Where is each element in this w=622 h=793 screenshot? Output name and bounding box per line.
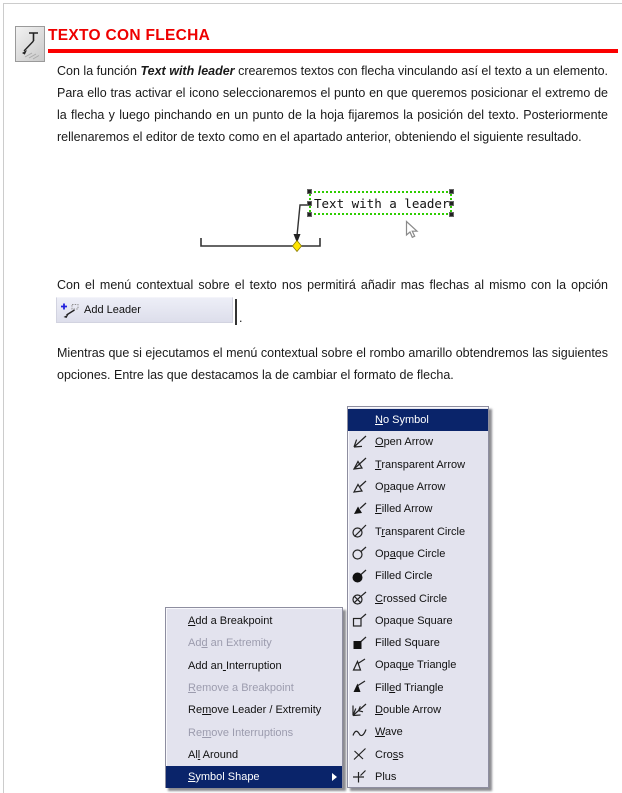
menu-item-all-around[interactable] — [166, 744, 342, 766]
menu-item-label: Transparent Circle — [375, 525, 466, 538]
menu-item-remove-interruptions[interactable] — [166, 721, 342, 743]
anchor-diamond — [293, 241, 302, 252]
menu-item-filled-arrow[interactable] — [348, 498, 488, 520]
menu-item-label: Remove a Breakpoint — [188, 682, 294, 695]
menu-item-add-an-extremity[interactable] — [166, 632, 342, 654]
menu-item-opaque-arrow[interactable] — [348, 476, 488, 498]
context-menu — [165, 607, 343, 788]
text-caret — [235, 299, 237, 325]
add-leader-label: Add Leader — [84, 304, 141, 316]
selection-handle[interactable] — [449, 189, 454, 194]
filled-square-icon — [351, 635, 371, 652]
menu-item-label: Symbol Shape — [188, 771, 260, 784]
menu-item-no-symbol[interactable] — [348, 409, 488, 431]
mouse-pointer-icon — [407, 222, 418, 238]
menu-item-double-arrow[interactable] — [348, 699, 488, 721]
selection-handle[interactable] — [307, 189, 312, 194]
menu-item-label: Wave — [375, 726, 403, 739]
selection-handle[interactable] — [449, 201, 454, 206]
menu-item-label: Filled Triangle — [375, 681, 444, 694]
menu-item-transparent-circle[interactable] — [348, 520, 488, 542]
menu-item-label: Filled Circle — [375, 570, 433, 583]
crossed-circle-icon — [351, 590, 371, 607]
menu-item-plus[interactable] — [348, 766, 488, 788]
plus-icon — [351, 768, 371, 785]
sentence-period: . — [239, 311, 243, 325]
page-top-edge — [3, 3, 622, 4]
leader-text-box[interactable] — [309, 191, 452, 215]
menu-item-opaque-circle[interactable] — [348, 543, 488, 565]
menu-item-remove-a-breakpoint[interactable] — [166, 677, 342, 699]
menu-item-add-a-breakpoint[interactable] — [166, 610, 342, 632]
menu-item-label: All Around — [188, 748, 239, 761]
filled-arrow-icon — [351, 501, 371, 518]
menu-item-opaque-triangle[interactable] — [348, 654, 488, 676]
symbol-shape-submenu — [347, 406, 489, 788]
menu-item-cross[interactable] — [348, 743, 488, 765]
blank-icon — [351, 412, 371, 429]
intro-keyword: Text with leader — [140, 64, 235, 78]
filled-triangle-icon — [351, 679, 371, 696]
menu-item-label: Add an Interruption — [188, 659, 282, 672]
menu-item-open-arrow[interactable] — [348, 431, 488, 453]
menu-item-crossed-circle[interactable] — [348, 587, 488, 609]
dimension-line — [201, 238, 320, 246]
paragraph-symbol-options: Mientras que si ejecutamos el menú contextual sobre el rombo amarillo obtendremos las siguientes opciones. Entre las que destacamos la de cambiar el formato de flecha. — [57, 346, 608, 382]
menu-item-label: Double Arrow — [375, 704, 442, 716]
menu-item-transparent-arrow[interactable] — [348, 454, 488, 476]
selection-handle[interactable] — [449, 212, 454, 217]
page-left-edge — [3, 3, 4, 793]
menu-item-filled-circle[interactable] — [348, 565, 488, 587]
menu-item-symbol-shape[interactable] — [166, 766, 342, 788]
add-leader-icon — [60, 302, 80, 318]
menu-item-filled-square[interactable] — [348, 632, 488, 654]
menu-item-label: Filled Square — [375, 637, 440, 650]
menu-item-label: No Symbol — [375, 414, 429, 427]
submenu-arrow-icon — [332, 773, 337, 781]
transparent-circle-icon — [351, 523, 371, 540]
open-arrow-icon — [351, 434, 371, 451]
menu-item-add-an-interruption[interactable] — [166, 655, 342, 677]
menu-item-wave[interactable] — [348, 721, 488, 743]
menu-item-label: Open Arrow — [375, 436, 434, 449]
title-underline — [48, 49, 618, 53]
filled-circle-icon — [351, 568, 371, 585]
selection-handle[interactable] — [307, 201, 312, 206]
wave-icon — [351, 724, 371, 741]
menu-item-label: Opaque Triangle — [375, 659, 457, 672]
menu-item-label: Plus — [375, 770, 397, 783]
menu-item-label: Remove Leader / Extremity — [188, 704, 322, 717]
selection-handle[interactable] — [307, 212, 312, 217]
opaque-square-icon — [351, 612, 371, 629]
menu-item-label: Opaque Square — [375, 614, 453, 627]
menu-item-opaque-square[interactable] — [348, 610, 488, 632]
double-arrow-icon — [351, 702, 371, 719]
menu-item-label: Crossed Circle — [375, 592, 448, 605]
opaque-arrow-icon — [351, 479, 371, 496]
menu-item-label: Add an Extremity — [188, 637, 272, 650]
intro-text-after: crearemos textos con flecha vinculando así el texto a un elemento. Para ello tras activar el icono seleccionaremos el punto en que queremos posicionar el extremo de la flecha y luego pinchando en un punto de la hoja fijaremos la posición del texto. Posteriormente rellenaremos el editor de texto como en el apartado anterior, obteniendo el siguiente resultado. — [57, 64, 609, 144]
menu-item-label: Cross — [375, 748, 404, 761]
intro-text-before: Con la función — [57, 64, 141, 78]
leader-example-figure — [188, 183, 508, 275]
page-title: TEXTO CON FLECHA — [48, 27, 211, 44]
menu-item-remove-leader-extremity[interactable] — [166, 699, 342, 721]
menu-item-label: Opaque Arrow — [375, 481, 446, 494]
opaque-circle-icon — [351, 545, 371, 562]
paragraph-context-menu: Con el menú contextual sobre el texto nos permitirá añadir mas flechas al mismo con la opción — [57, 278, 608, 292]
menu-item-label: Add a Breakpoint — [188, 615, 273, 628]
menu-item-label: Remove Interruptions — [188, 726, 294, 739]
leader-text: Text with a leader — [314, 195, 450, 211]
menu-item-label: Transparent Arrow — [375, 458, 466, 471]
menu-item-filled-triangle[interactable] — [348, 677, 488, 699]
cross-icon — [351, 746, 371, 763]
text-with-leader-icon — [15, 26, 45, 62]
paragraph-intro — [57, 60, 608, 148]
add-leader-menu-item[interactable] — [56, 297, 233, 323]
transparent-arrow-icon — [351, 456, 371, 473]
opaque-triangle-icon — [351, 657, 371, 674]
menu-item-label: Opaque Circle — [375, 547, 446, 560]
menu-item-label: Filled Arrow — [375, 503, 433, 516]
